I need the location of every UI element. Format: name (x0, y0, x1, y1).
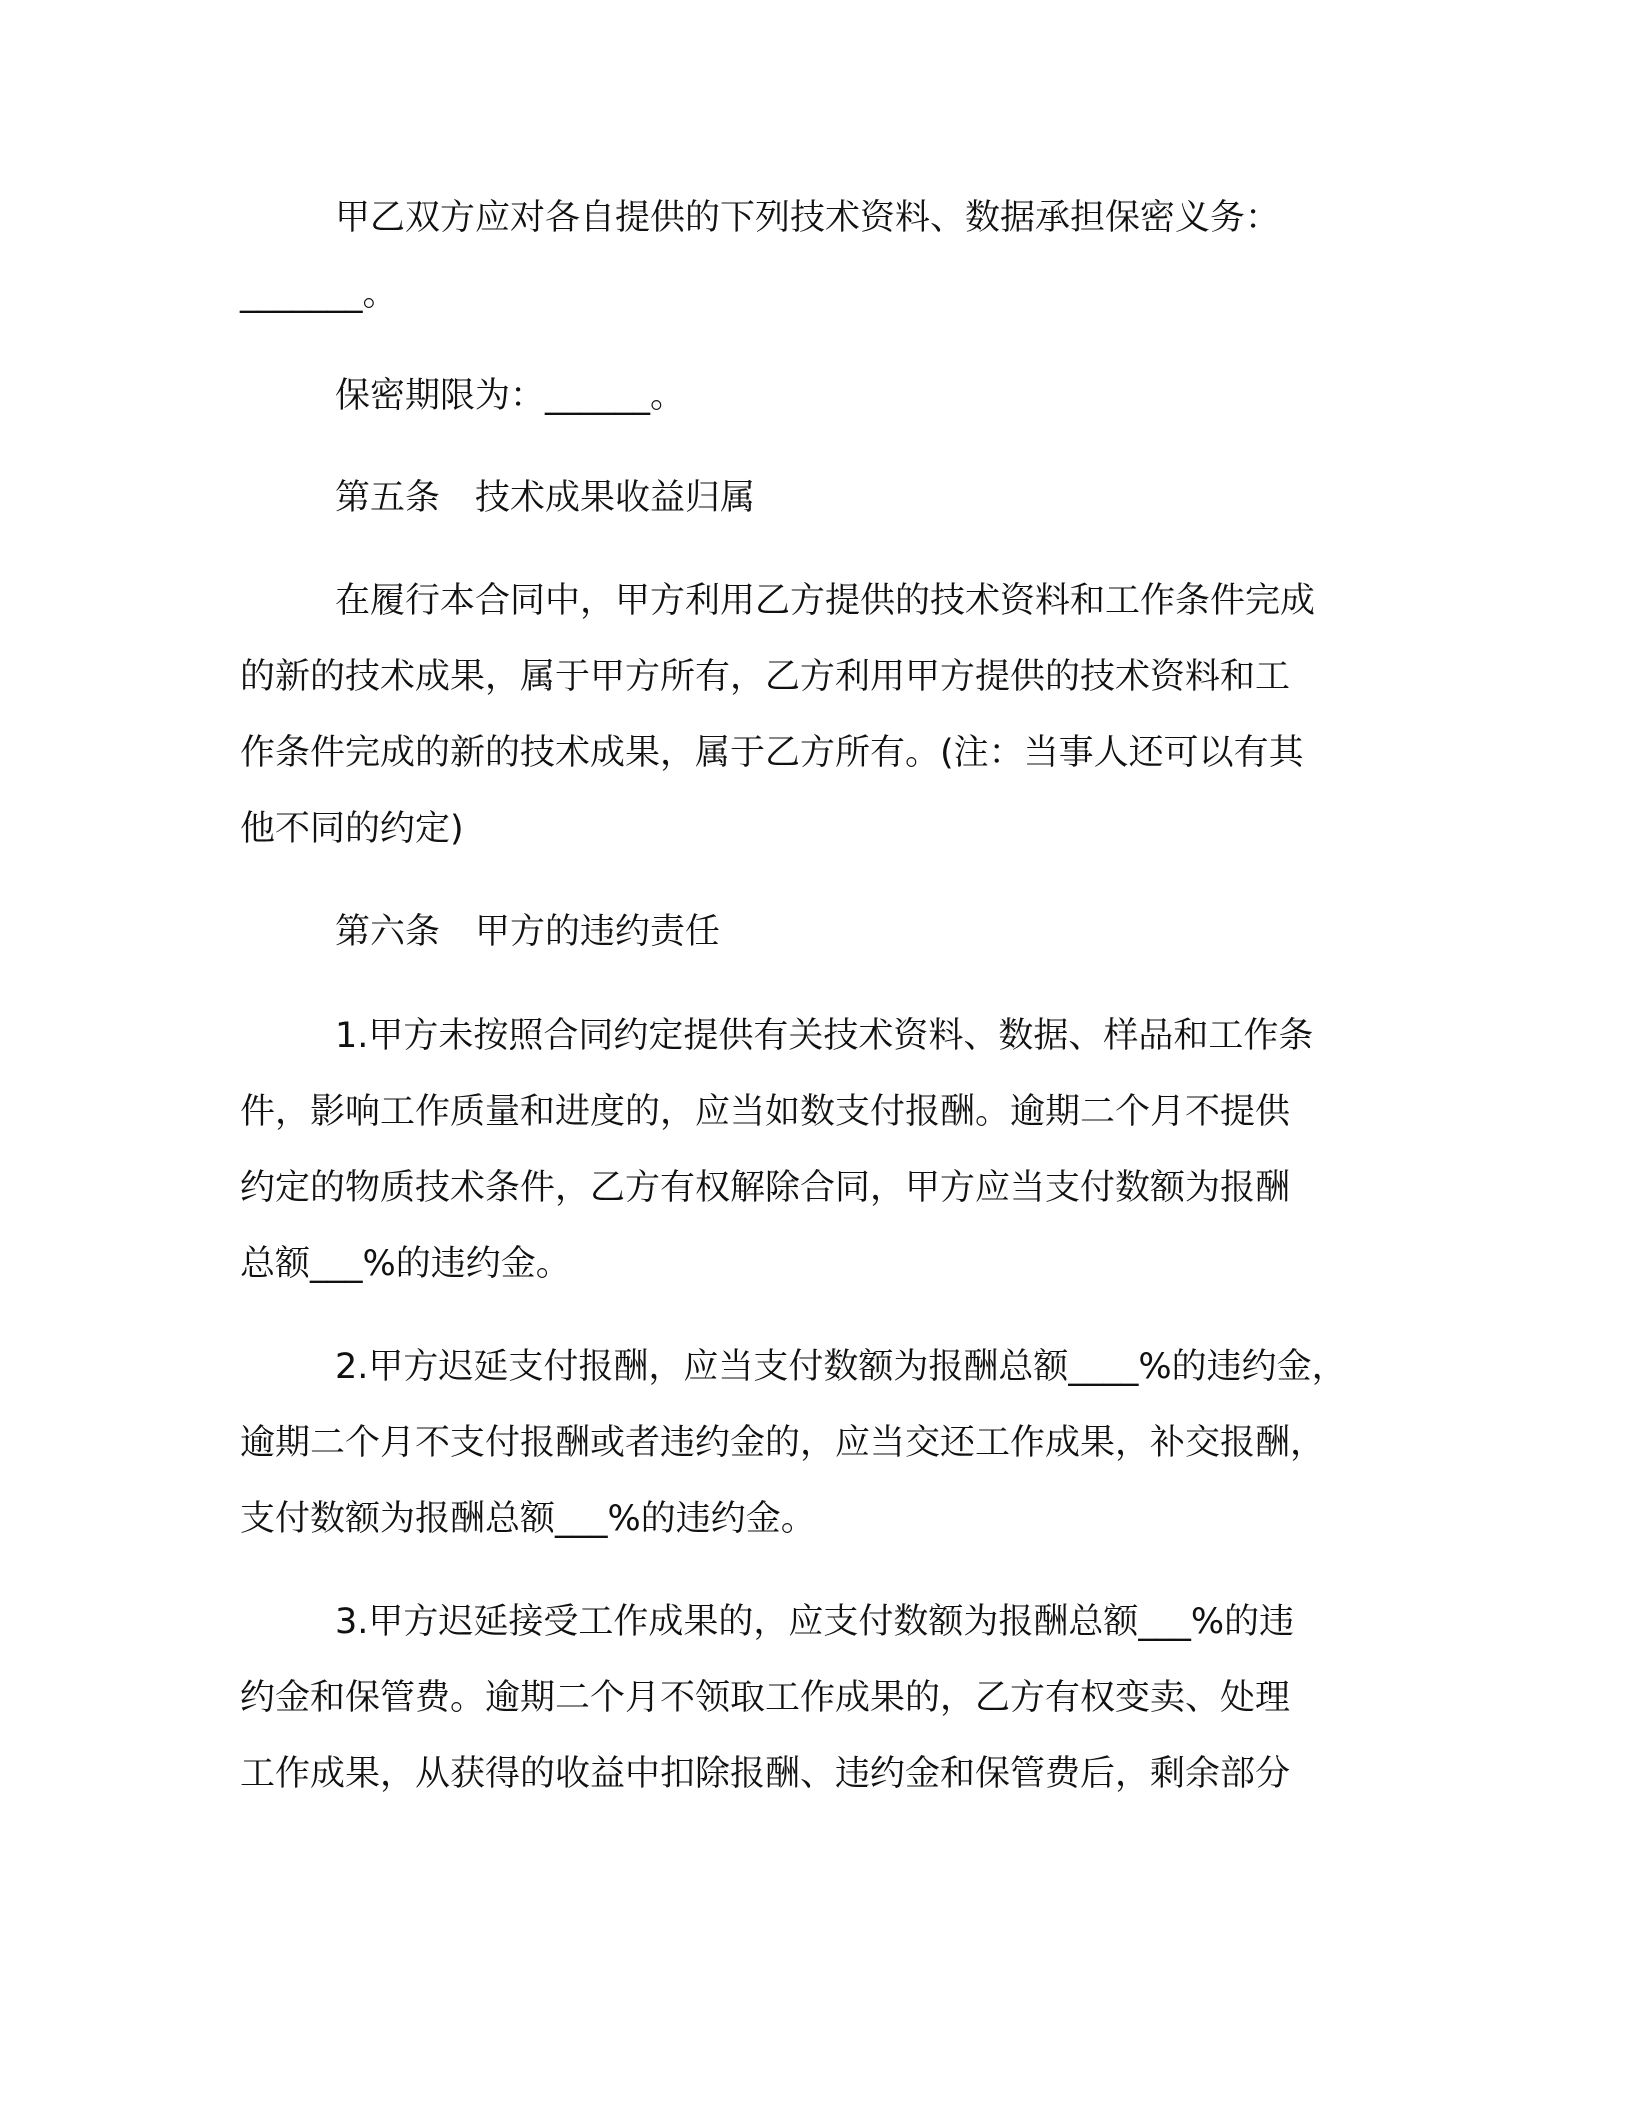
confidentiality-clause-line-1: 甲乙双方应对各自提供的下列技术资料、数据承担保密义务： (335, 198, 1281, 238)
article-5-heading: 第五条 技术成果收益归属 (335, 478, 756, 518)
article-5-paragraph-line-3: 作条件完成的新的技术成果，属于乙方所有。(注：当事人还可以有其 (240, 733, 1304, 773)
article-6-item-1-line-4: 总额___%的违约金。 (240, 1244, 571, 1284)
article-5-paragraph-line-1: 在履行本合同中，甲方利用乙方提供的技术资料和工作条件完成 (335, 581, 1316, 621)
article-5-paragraph-line-2: 的新的技术成果，属于甲方所有，乙方利用甲方提供的技术资料和工 (240, 657, 1291, 697)
article-6-item-3-line-3: 工作成果，从获得的收益中扣除报酬、违约金和保管费后，剩余部分 (240, 1754, 1291, 1794)
article-6-heading: 第六条 甲方的违约责任 (335, 912, 721, 952)
article-6-item-1-line-1: 1.甲方未按照合同约定提供有关技术资料、数据、样品和工作条 (335, 1016, 1314, 1056)
article-6-item-2-line-1: 2.甲方迟延支付报酬，应当支付数额为报酬总额____%的违约金， (335, 1347, 1347, 1387)
confidentiality-period: 保密期限为：______。 (335, 376, 686, 416)
article-6-item-3-line-1: 3.甲方迟延接受工作成果的，应支付数额为报酬总额___%的违 (335, 1602, 1295, 1642)
article-6-item-2-line-2: 逾期二个月不支付报酬或者违约金的，应当交还工作成果，补交报酬， (240, 1423, 1326, 1463)
article-6-item-1-line-3: 约定的物质技术条件，乙方有权解除合同，甲方应当支付数额为报酬 (240, 1168, 1291, 1208)
article-6-item-2-line-3: 支付数额为报酬总额___%的违约金。 (240, 1499, 816, 1539)
confidentiality-clause-line-2: _______。 (240, 274, 398, 314)
article-6-item-3-line-2: 约金和保管费。逾期二个月不领取工作成果的，乙方有权变卖、处理 (240, 1678, 1291, 1718)
article-5-paragraph-line-4: 他不同的约定) (240, 809, 464, 849)
article-6-item-1-line-2: 件，影响工作质量和进度的，应当如数支付报酬。逾期二个月不提供 (240, 1092, 1291, 1132)
